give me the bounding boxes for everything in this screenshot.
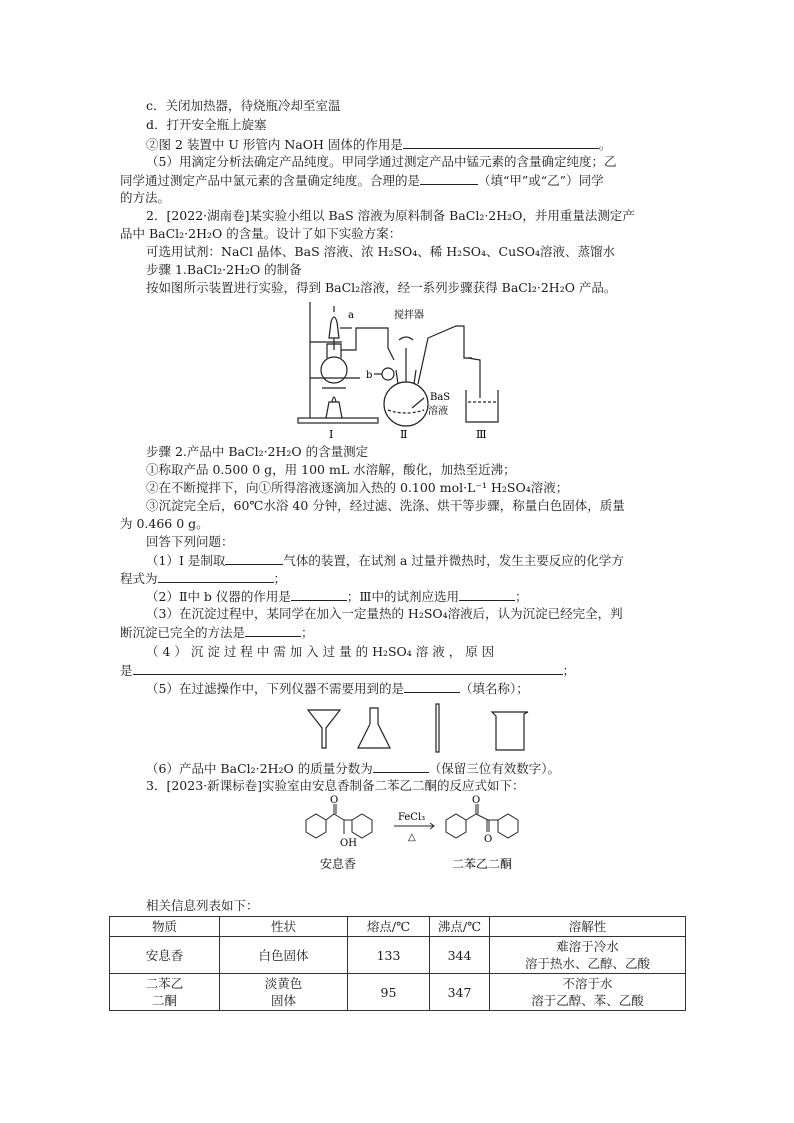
answer-blank[interactable] [459,588,515,601]
benzene-ring-icon [446,814,466,838]
question-2-line: ②图 2 装置中 U 形管内 NaOH 固体的作用是 。 [146,137,612,152]
answer-blank[interactable] [373,760,429,773]
table-cell: 淡黄色 固体 [220,974,348,1011]
step-2-item-3-cont: 为 0.466 0 g。 [120,516,209,531]
benzil-name: 二苯乙二酮 [452,857,513,871]
table-cell: 白色固体 [220,937,348,974]
table-cell: 二苯乙 二酮 [110,974,220,1011]
step-1-desc: 按如图所示装置进行实验，得到 BaCl₂溶液，经一系列步骤获得 BaCl₂·2H₂O 产品。 [146,280,617,295]
table-header: 溶解性 [490,917,686,937]
table-header: 性状 [220,917,348,937]
oh-label: OH [340,838,357,849]
table-cell: 安息香 [110,937,220,974]
answer-heading: 回答下列问题： [146,534,234,549]
roman-label-3: Ⅲ [476,428,487,441]
roman-label-2: Ⅱ [400,428,408,441]
table-cell: 347 [430,974,490,1011]
glass-rod-icon [436,704,439,752]
answer-blank[interactable] [403,136,599,149]
instruments-figure [300,702,540,754]
problem-3-line: 3．[2023·新课标卷]实验室由安息香制备二苯乙二酮的反应式如下： [146,778,525,793]
question-5-line-1: （5）用滴定分析法确定产品纯度。甲同学通过测定产品中锰元素的含量确定纯度；乙 [146,154,617,169]
option-d: d．打开安全瓶上旋塞 [146,117,267,132]
bas-label-1: BaS [430,392,451,403]
answer-blank[interactable] [133,662,563,675]
table-cell: 344 [430,937,490,974]
answer-3-line: （3）在沉淀过程中，某同学在加入一定量热的 H₂SO₄溶液后，认为沉淀已经完全，判 [146,606,623,621]
step-1-title: 步骤 1.BaCl₂·2H₂O 的制备 [146,262,302,277]
answer-blank[interactable] [158,570,274,583]
label-a: a [348,310,354,321]
oxygen-label: O [330,795,339,806]
table-cell: 难溶于冷水 溶于热水、乙醇、乙酸 [490,937,686,974]
roman-label-1: Ⅰ [329,428,334,441]
table-header: 物质 [110,917,220,937]
benzene-ring-icon [352,814,372,838]
step-2-title: 步骤 2.产品中 BaCl₂·2H₂O 的含量测定 [146,444,369,459]
condition-label: △ [408,832,416,843]
stirrer-label: 搅拌器 [394,310,424,321]
table-cell: 不溶于水 溶于乙醇、苯、乙酸 [490,974,686,1011]
reagent-label: FeCl₃ [398,812,426,823]
answer-blank[interactable] [245,624,301,637]
question-5-line-3: 的方法。 [120,190,171,205]
apparatus-figure [296,298,518,442]
benzene-ring-icon [498,814,518,838]
table-intro: 相关信息列表如下： [146,898,259,913]
answer-5-line: （5）在过滤操作中，下列仪器不需要用到的是 （填名称）； [146,681,529,696]
answer-blank[interactable] [291,588,347,601]
step-2-item-3: ③沉淀完全后，60℃水浴 40 分钟，经过滤、洗涤、烘干等步骤，称量白色固体，质量 [146,498,625,513]
funnel-icon [308,710,340,748]
reaction-scheme [294,794,534,876]
table-header: 沸点/℃ [430,917,490,937]
option-c: c．关闭加热器，待烧瓶冷却至室温 [146,98,341,113]
answer-6-line: （6）产品中 BaCl₂·2H₂O 的质量分数为 （保留三位有效数字）。 [146,761,560,776]
question-5-line-2: 同学通过测定产品中氯元素的含量确定纯度。合理的是 （填“甲”或“乙”）同学 [120,173,604,188]
answer-3-line-2: 断沉淀已完全的方法是 ； [120,625,314,640]
bas-label-2: 溶液 [428,406,448,417]
problem-2-line-2: 品中 BaCl₂·2H₂O 的含量。设计了如下实验方案： [120,226,402,241]
step-2-item-2: ②在不断搅拌下，向①所得溶液逐滴加入热的 0.100 mol·L⁻¹ H₂SO₄溶液； [146,480,569,495]
answer-1-line-2: 程式为 ； [120,571,287,586]
answer-4-line: （ 4 ） 沉 淀 过 程 中 需 加 入 过 量 的 H₂SO₄ 溶 液 ， 原 因 [146,644,495,659]
conical-flask-icon [358,708,390,748]
benzoin-name: 安息香 [320,857,357,871]
table-row [110,937,686,974]
step-2-item-1: ①称取产品 0.500 0 g，用 100 mL 水溶解，酸化，加热至近沸； [146,462,516,477]
table-header: 熔点/℃ [348,917,430,937]
answer-1-line: （1）Ⅰ 是制取 气体的装置，在试剂 a 过量并微热时，发生主要反应的化学方 [146,553,624,568]
answer-blank[interactable] [420,172,478,185]
answer-blank[interactable] [404,680,460,693]
answer-2-line: （2）Ⅱ中 b 仪器的作用是 ；Ⅲ中的试剂应选用 ； [146,589,528,604]
label-b: b [366,370,373,381]
table-row [110,974,686,1011]
table-cell: 133 [348,937,430,974]
oxygen-label: O [484,834,493,845]
table-cell: 95 [348,974,430,1011]
beaker-icon [492,712,528,750]
table-header-row [110,917,686,937]
answer-4-line-2: 是 ； [120,663,576,678]
problem-2-line-1: 2．[2022·湖南卷]某实验小组以 BaS 溶液为原料制备 BaCl₂·2H₂O，并用重量法测定产 [146,208,635,223]
info-table [109,916,686,1011]
oxygen-label: O [472,795,481,806]
reagents-line: 可选用试剂：NaCl 晶体、BaS 溶液、浓 H₂SO₄、稀 H₂SO₄、CuSO₄溶液、蒸馏水 [146,244,615,259]
benzene-ring-icon [306,814,326,838]
answer-blank[interactable] [225,552,283,565]
